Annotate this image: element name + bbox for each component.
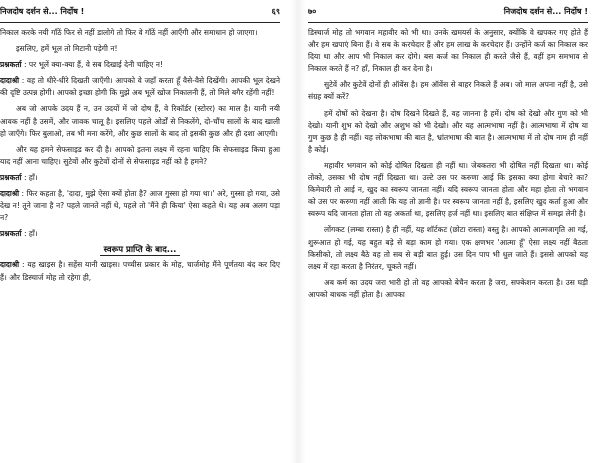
paragraph-text: : पर भूलें क्या-क्या हैं, वे सब दिखाई देनी चाहिए न!: [23, 60, 163, 70]
paragraph-text: : हाँ।: [23, 229, 38, 239]
right-page: [306, 0, 600, 463]
paragraph-text: : वह तो धीरे-धीरे दिखती जाएँगी। आपको वे जहाँ करता हूँ वैसे-वैसे दिखेंगी। आपकी भूल देखने की दृष्टि उत्पन्न होगी। आपको इच्छा होगी कि मुझे अब भूलें खोज निकालनी हैं, तो मिले बगैर रहेंगी नहीं!: [0, 76, 280, 98]
book-gutter: [290, 0, 306, 463]
paragraph-text: अब जो आपके उदय हैं न, उन उदयों में जो दोष हैं, वे रिकॉर्डर (स्टोरर) का माल है। यानी नयी आवक नहीं है उसमें, और जावक चालू है। इसलिए पहले ओर्डों से निकलेंगे, दो-चौंच सालों के बाद खाली हो जाएँगे। फिर बुलाओ, तब भी मना करेंगे, और कुछ सालों के बाद तो इसकी कुछ और ही दशा आएगी।: [0, 104, 280, 138]
speaker-label: दादाश्री: [0, 189, 20, 199]
paragraph: [0, 43, 280, 55]
paragraph: [308, 27, 588, 75]
running-title: निजदोष दर्शन से... निर्दोष !: [0, 7, 85, 16]
paragraph: [308, 277, 588, 301]
speaker-label: प्रश्नकर्ता: [0, 172, 22, 182]
paragraph: [0, 144, 280, 168]
right-paragraphs: [308, 27, 588, 301]
paragraph-text: : यह खाइस है। सहेंस यानी खाइस। पच्चीस प्रकार के मोह, चार्जमोह मैंने पूर्णतया बंद कर दिए हैं। और डिस्चार्ज मोह तो रहेगा ही,: [0, 260, 281, 282]
paragraph: [308, 224, 588, 272]
speaker-label: प्रश्नकर्ता: [0, 229, 22, 239]
paragraph-text: सुटेवें और कुटेवें दोनों ही ऑवेंस है। हम ऑवेंस से बाहर निकले हैं अब। जो माल अपना नहीं है, उसे संग्रह क्यों करें?: [308, 80, 588, 102]
section-heading-text: स्वरूप प्राप्ति के बाद...: [100, 245, 181, 256]
paragraph: [0, 27, 280, 39]
right-page-body: [306, 23, 600, 301]
paragraph-text: और यह हमने सेफसाइड कर दी है। आपको इतना लक्ष्य में रहना चाहिए कि सेफसाइड किया हुआ याद नहीं आना चाहिए। सुटेवों और कुटेवों दोनों से सेफसाइड नहीं को है हमने?: [0, 144, 280, 166]
left-page-header: [0, 0, 280, 23]
paragraph: [0, 172, 280, 184]
paragraph: [308, 160, 588, 220]
page-number: ७०: [308, 7, 317, 16]
paragraph-text: डिस्चार्ज मोह तो भगवान महावीर को भी था। उनके खमयर्स के अनुसार, क्योंकि वे खपकर गए होते हैं और हम खपाएं बिना हैं। वे सब के करचेदार हैं और हम लाख के करचेदार हैं। उन्होंने कर्ज का निकाल कर दिया था और आप भी निकाल कर दोगे। बस कर्ज का निकाल ही करते जैसे हैं, वहीं हम समभाव से निकाल करते हैं न? हाँ, निकाल ही कर देना है।: [308, 28, 588, 74]
running-title: निजदोष दर्शन से... निर्दोष !: [503, 7, 588, 16]
paragraph: [0, 259, 280, 283]
left-paragraphs: [0, 27, 280, 240]
paragraph-text: लोंगकट (लम्बा रास्ता) है ही नहीं, यह शॉर्टकट (छोटा रास्ता) वस्तु है। आपको आत्मजागृति आ गई, शुरूआत हो गई, यह बहुत बड़े से बड़ा काम हो गया। एक क्षणभर 'आत्मा हूँ' ऐसा लक्ष्य नहीं बैठता किसीको, तो लक्ष्य बैठे वह तो सब से बड़ी बात हुई। उस दिन पाप भी धुल जाते हैं। इससे आपको यह लक्ष्य में रहा करता है निरंतर, चूकते नहीं।: [308, 225, 588, 271]
paragraph-text: हमें दोषों को देखना है। दोष दिखने दिखते हैं, वह जानना है हमें। दोष को देखो और गुण को भी देखो। यानी शुभ को देखो और अशुभ को भी देखो। और यह आत्मभाषा नहीं है। आत्मभाषा में दोष या गुण कुछ है ही नहीं। यह लोकभाषा की बात है, भ्रांतभाषा की बात है। आत्मभाषा में तो दोष नाम ही नहीं है कोई।: [308, 108, 588, 154]
paragraph-text: महावीर भगवान को कोई दोषित दिखता ही नहीं था। जेबकतरा भी दोषित नहीं दिखता था। कोई तोको, उसका भी दोष नहीं दिखता था। उल्टे उस पर करुणा आई कि इसका क्या होगा बेचारे का? किमेवारी तो आई न, खुद का स्वरूप जानता नहीं। यदि स्वरूप जानता होता और महा होता तो भगवान को उस पर करुणा नहीं आती कि यह तो ज्ञानी है। पर स्वरूप जानता नहीं है, इसलिए खुद कर्ता हुआ और स्वरूप यदि जानता होता तो वह अकर्ता था, इसलिए हर्ज नहीं था। इसलिए बात संक्षिप्त में समझ लेनी है।: [308, 160, 588, 219]
paragraph-text: : हाँ।: [23, 172, 38, 182]
speaker-label: दादाश्री: [0, 260, 20, 270]
left-page-body: [0, 23, 290, 284]
paragraph: [0, 59, 280, 71]
paragraph: [0, 75, 280, 99]
paragraph-text: निकाल करके नयी गाँठें फिर से नहीं डालोगे तो फिर वे गाँठें नहीं आएँगी और समाधान हो जाएगा।: [0, 28, 258, 37]
page-number: ६९: [271, 7, 280, 16]
paragraph-text: : फिर कहता है, 'दादा, मुझे ऐसा क्यों होता है? आज गुस्सा हो गया था।' अरे, गुस्सा हो गया, उसे देख न! तूने जाना है न? पहले जानते नहीं थे, पहले तो 'मैंने ही किया' ऐसा कहते थे। यह अब अलग पड़ा न?: [0, 189, 280, 223]
paragraph-text: अब कर्म का उदय जरा भारी हो तो वह आपको बेचैन करता है जरा, सफ्केशन करता है। उस घड़ी आपको बाधक नहीं होता है। आपका: [308, 277, 588, 299]
speaker-label: प्रश्नकर्ता: [0, 60, 22, 70]
speaker-label: दादाश्री: [0, 76, 20, 86]
paragraph: [0, 228, 280, 240]
section-heading: [0, 244, 280, 255]
paragraph: [0, 103, 280, 139]
left-after-section: [0, 259, 280, 283]
paragraph-text: इसलिए, हमें भूल तो मिटानी पड़ेगी न!: [16, 44, 118, 54]
paragraph: [308, 108, 588, 156]
paragraph: [308, 79, 588, 103]
right-page-header: [308, 0, 588, 23]
paragraph: [0, 188, 280, 224]
left-page: [0, 0, 290, 463]
